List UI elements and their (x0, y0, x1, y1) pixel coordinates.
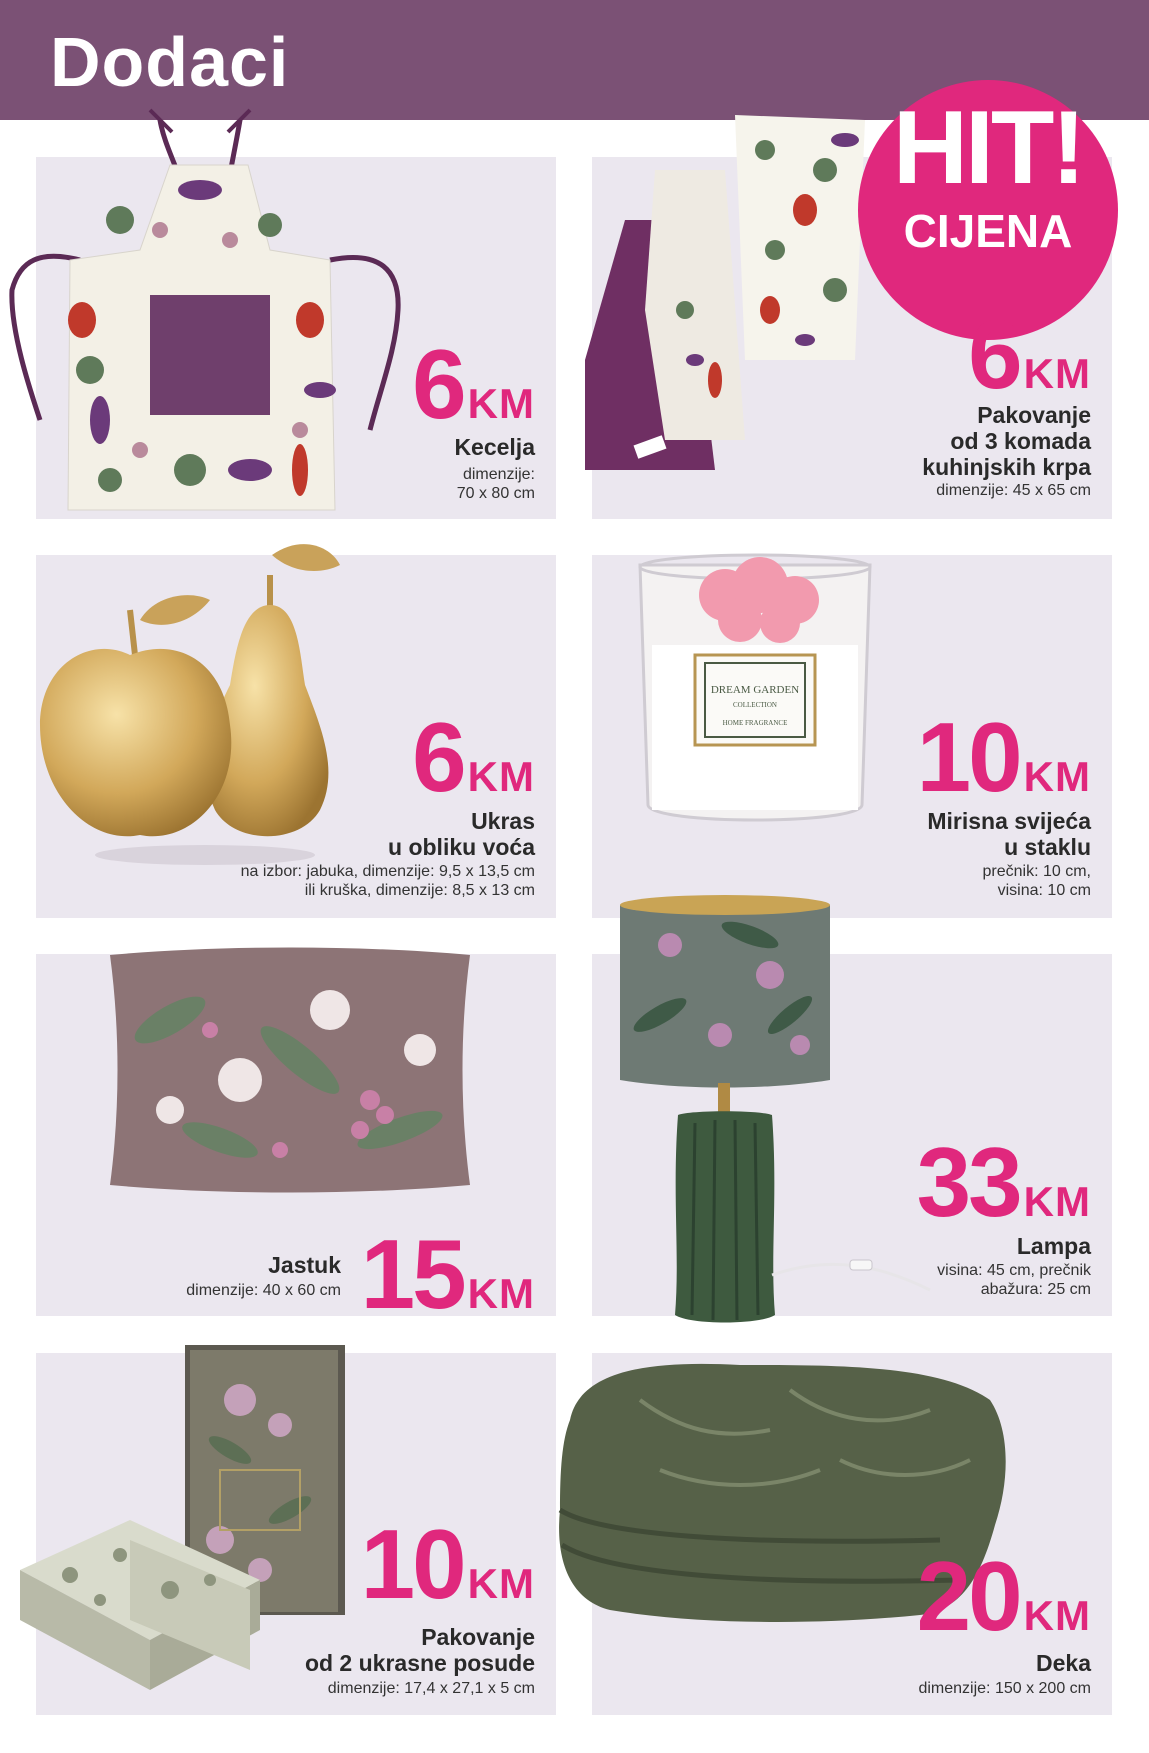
dims-line: visina: 45 cm, prečnik (937, 1262, 1091, 1279)
dims-line: dimenzije: 17,4 x 27,1 x 5 cm (327, 1680, 535, 1697)
kitchen-towels-image (575, 110, 875, 480)
dims-line: dimenzije: 150 x 200 cm (918, 1680, 1091, 1697)
name-line: Mirisna svijeća (927, 808, 1091, 834)
name-line: Lampa (1016, 1233, 1091, 1259)
dims-line: dimenzije: 40 x 60 cm (186, 1282, 341, 1299)
product-name-fruit-decor (388, 808, 535, 860)
price-kitchen-towels (968, 299, 1091, 409)
product-name-kitchen-towels (922, 402, 1091, 480)
price-pillow (360, 1219, 535, 1329)
price-value: 33 (916, 1127, 1020, 1237)
candle-label-line2: COLLECTION (733, 701, 777, 709)
price-currency: KM (467, 1560, 535, 1607)
scented-candle-image (630, 545, 880, 835)
product-dims-kitchen-towels (936, 481, 1091, 500)
product-name-lamp (1017, 1233, 1091, 1259)
name-line: Deka (1036, 1650, 1091, 1676)
product-name-blanket (1036, 1650, 1091, 1676)
page-title: Dodaci (50, 23, 290, 101)
candle-label-line3: HOME FRAGRANCE (722, 719, 788, 727)
name-line: u obliku voća (388, 834, 535, 860)
dims-line: abažura: 25 cm (980, 1281, 1091, 1298)
price-lamp (916, 1127, 1091, 1237)
name-line: u staklu (1004, 834, 1091, 860)
price-value: 6 (412, 329, 464, 439)
product-dims-fruit-decor (241, 862, 535, 900)
badge-cijena-text: CIJENA (903, 205, 1073, 257)
price-currency: KM (1023, 350, 1091, 397)
dims-line: 70 x 80 cm (456, 485, 535, 502)
name-line: Pakovanje (421, 1624, 535, 1650)
candle-label-line1: DREAM GARDEN (710, 684, 800, 696)
price-blanket (916, 1541, 1091, 1651)
price-currency: KM (1023, 1592, 1091, 1639)
price-candle (916, 702, 1091, 812)
product-name-candle (927, 808, 1091, 860)
name-line: od 2 ukrasne posude (304, 1650, 535, 1676)
price-value: 10 (916, 702, 1020, 812)
price-currency: KM (467, 380, 535, 427)
name-line: Jastuk (268, 1252, 341, 1278)
dims-line: dimenzije: (462, 466, 535, 483)
product-dims-candle (983, 862, 1091, 900)
product-dims-decor-boxes (328, 1679, 535, 1698)
apron-image (0, 110, 430, 530)
product-dims-pillow (186, 1281, 341, 1300)
price-currency: KM (1023, 753, 1091, 800)
name-line: od 3 komada (950, 428, 1091, 454)
price-currency: KM (467, 753, 535, 800)
dims-line: visina: 10 cm (997, 882, 1091, 899)
product-name-pillow (268, 1252, 341, 1278)
product-dims-blanket (918, 1679, 1091, 1698)
name-line: kuhinjskih krpa (922, 454, 1091, 480)
price-value: 6 (412, 702, 464, 812)
badge-hit-text: HIT! (892, 90, 1084, 206)
price-currency: KM (1023, 1178, 1091, 1225)
product-dims-lamp (937, 1261, 1091, 1299)
product-name-decor-boxes (305, 1624, 535, 1676)
dims-line: dimenzije: 45 x 65 cm (936, 482, 1091, 499)
price-currency: KM (467, 1270, 535, 1317)
price-value: 10 (360, 1509, 464, 1619)
lamp-image (600, 895, 980, 1335)
dims-line: na izbor: jabuka, dimenzije: 9,5 x 13,5 cm (240, 863, 535, 880)
price-value: 15 (360, 1219, 464, 1329)
price-apron (412, 329, 535, 439)
price-value: 6 (968, 299, 1020, 409)
name-line: Pakovanje (977, 402, 1091, 428)
product-name-apron (454, 434, 535, 460)
dims-line: prečnik: 10 cm, (982, 863, 1091, 880)
golden-fruit-image (30, 535, 370, 875)
product-dims-apron (457, 465, 535, 503)
pillow-image (100, 940, 480, 1200)
price-fruit-decor (412, 702, 535, 812)
name-line: Kecelja (454, 434, 535, 460)
price-value: 20 (916, 1541, 1020, 1651)
dims-line: ili kruška, dimenzije: 8,5 x 13 cm (304, 882, 535, 899)
name-line: Ukras (471, 808, 535, 834)
price-decor-boxes (360, 1509, 535, 1619)
